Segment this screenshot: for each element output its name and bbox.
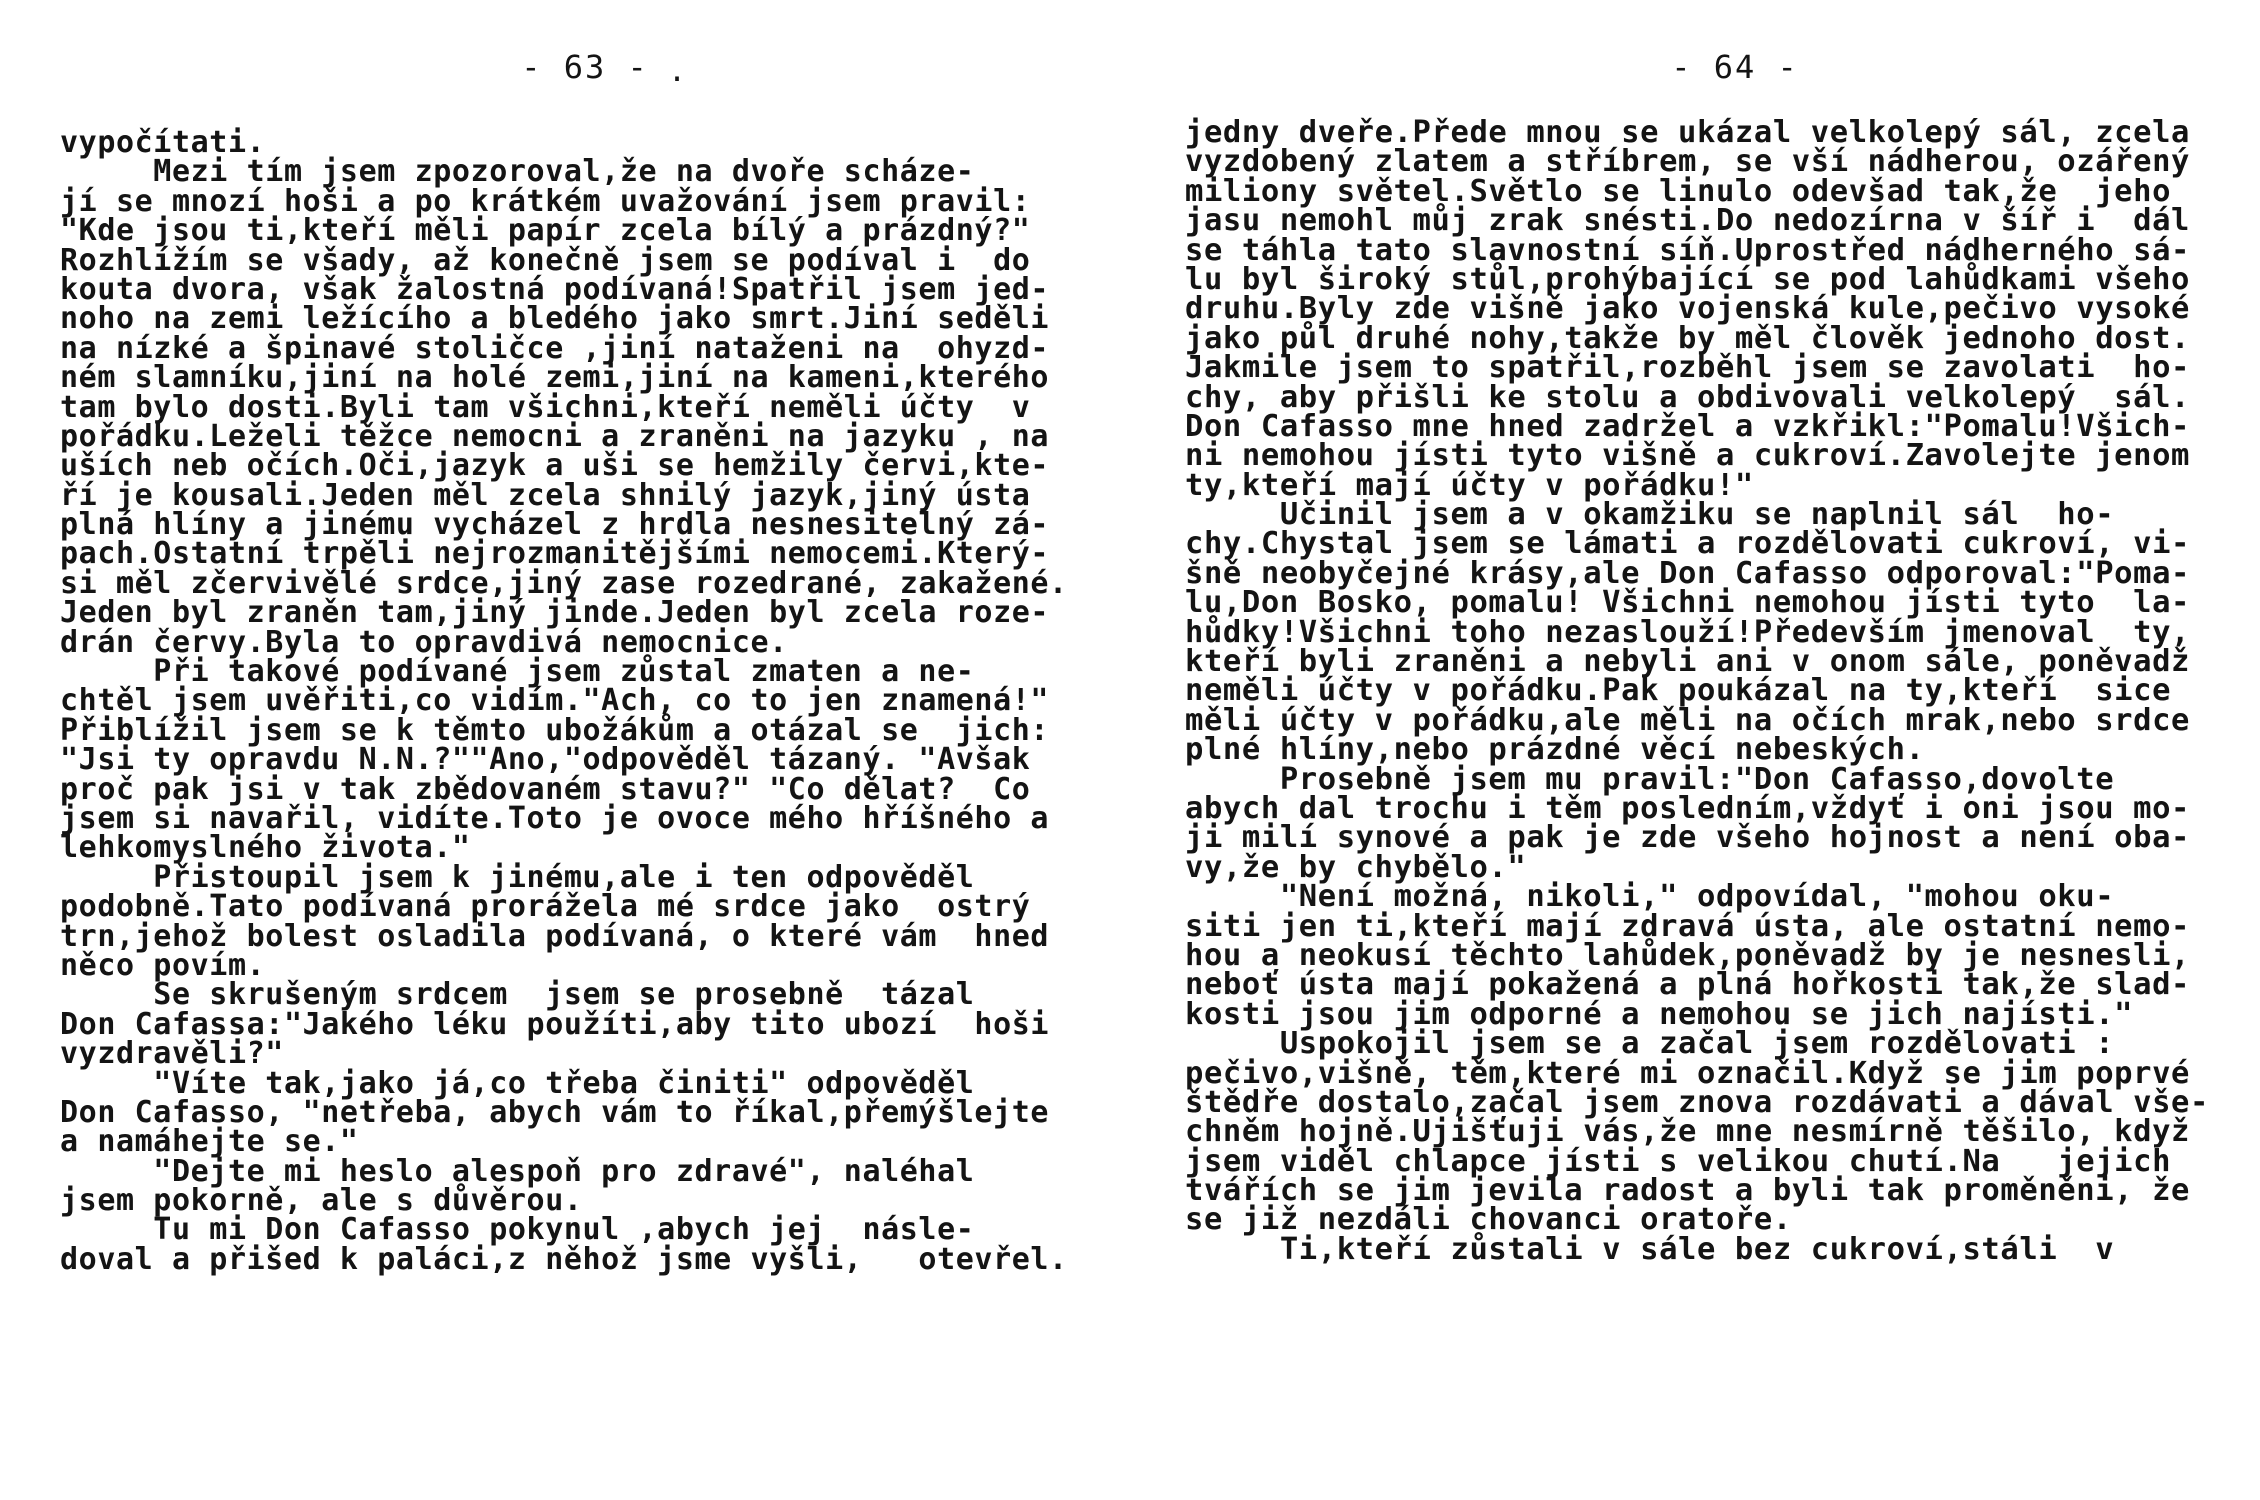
text-line: vypočítati.	[60, 125, 266, 160]
text-line: Prosebně jsem mu pravil:"Don Cafasso,dovolte	[1185, 761, 2115, 797]
text-line: doval a přišed k paláci,z něhož jsme vyšli, otevřel.	[60, 1241, 1068, 1277]
text-line: Při takové podívané jsem zůstal zmaten a ne-	[60, 654, 975, 690]
text-line: "Kde jsou ti,kteří měli papír zcela bílý a prázdný?"	[60, 213, 1031, 249]
text-line: neměli účty v pořádku.Pak poukázal na ty,kteří sice	[1185, 673, 2172, 709]
text-line: "Jsi ty opravdu N.N.?""Ano,"odpověděl tázaný. "Avšak	[60, 742, 1031, 778]
text-line: vyzdravěli?"	[60, 1036, 284, 1072]
text-line: lehkomyslného života."	[60, 830, 471, 866]
text-line: měli účty v pořádku,ale měli na očích mrak,nebo srdce	[1185, 702, 2191, 738]
text-line: druhu.Byly zde višně jako vojenská kule,pečivo vysoké	[1185, 291, 2191, 327]
text-line: na nízké a špinavé stoličce ,jiní nataženi na ohyzd-	[60, 330, 1050, 366]
text-line: ném slamníku,jiní na holé zemi,jiní na kameni,kterého	[60, 360, 1050, 396]
left-page	[60, 0, 1070, 1500]
text-line: chy.Chystal jsem se lámati a rozdělovati cukroví, vi-	[1185, 526, 2191, 562]
text-line: chtěl jsem uvěřiti,co vidím."Ach, co to jen znamená!"	[60, 683, 1050, 719]
text-line: chněm hojně.Ujišťuji vás,že mne nesmírně těšilo, když	[1185, 1114, 2191, 1150]
stray-mark: .	[668, 54, 687, 89]
text-line: se táhla tato slavnostní síň.Uprostřed nádherného sá-	[1185, 232, 2191, 268]
text-line: "Není možná, nikoli," odpovídal, "mohou oku-	[1185, 879, 2115, 915]
text-line: si měl zčervivělé srdce,jiný zase rozedrané, zakažené.	[60, 565, 1068, 601]
text-line: Se skrušeným srdcem jsem se prosebně tázal	[60, 977, 975, 1013]
text-line: podobně.Tato podívaná prorážela mé srdce jako ostrý	[60, 889, 1031, 925]
text-line: ty,kteří mají účty v pořádku!"	[1185, 467, 1754, 503]
text-line: chy, aby přišli ke stolu a obdivovali velkolepý sál.	[1185, 379, 2191, 415]
text-line: jsem pokorně, ale s důvěrou.	[60, 1183, 583, 1219]
text-line: Don Cafasso mne hned zadržel a vzkřikl:"Pomalu!Všich-	[1185, 408, 2191, 444]
text-line: jedny dveře.Přede mnou se ukázal velkolepý sál, zcela	[1185, 115, 2191, 150]
text-line: "Víte tak,jako já,co třeba činiti" odpověděl	[60, 1065, 975, 1101]
text-line: pečivo,višně, těm,které mi označil.Když se jim poprvé	[1185, 1055, 2191, 1091]
text-line: hou a neokusí těchto lahůdek,poněvadž by je nesnesli,	[1185, 937, 2191, 973]
text-line: abych dal trochu i těm posledním,vždyť i oni jsou mo-	[1185, 790, 2191, 826]
text-line: neboť ústa mají pokažená a plná hořkosti tak,že slad-	[1185, 967, 2191, 1003]
text-line: se již nezdáli chovanci oratoře.	[1185, 1202, 1792, 1238]
text-line: hůdky!Všichni toho nezaslouží!Především jmenoval ty,	[1185, 614, 2191, 650]
page-text	[60, 125, 1068, 1277]
text-line: vy,že by chybělo."	[1185, 849, 1527, 885]
page-text	[1185, 115, 2209, 1267]
text-line: uších neb očích.Oči,jazyk a uši se hemžily červi,kte-	[60, 448, 1050, 484]
text-line: vyzdobený zlatem a stříbrem, se vší nádherou, ozářený	[1185, 144, 2191, 180]
text-line: Tu mi Don Cafasso pokynul ,abych jej násle-	[60, 1212, 975, 1248]
text-line: Uspokojil jsem se a začal jsem rozdělovati :	[1185, 1026, 2115, 1062]
text-line: drán červy.Byla to opravdivá nemocnice.	[60, 624, 788, 660]
text-line: kouta dvora, však žalostná podívaná!Spatřil jsem jed-	[60, 271, 1050, 307]
text-line: jsem viděl chlapce jísti s velikou chutí.Na jejich	[1185, 1143, 2172, 1179]
text-line: Přiblížil jsem se k těmto ubožákům a otázal se jich:	[60, 712, 1050, 748]
text-line: jasu nemohl můj zrak snésti.Do nedozírna v šíř i dál	[1185, 203, 2191, 239]
text-line: Rozhlížím se všady, až konečně jsem se podíval i do	[60, 242, 1031, 278]
text-line: Učinil jsem a v okamžiku se naplnil sál ho-	[1185, 497, 2115, 533]
text-line: miliony světel.Světlo se linulo odevšad tak,že jeho	[1185, 173, 2172, 209]
text-line: Don Cafasso, "netřeba, abych vám to říkal,přemýšlejte	[60, 1094, 1050, 1130]
text-line: lu byl široký stůl,prohýbající se pod lahůdkami všeho	[1185, 261, 2191, 297]
text-line: jsem si navařil, vidíte.Toto je ovoce mého hříšného a	[60, 800, 1050, 836]
text-line: "Dejte mi heslo alespoň pro zdravé", naléhal	[60, 1153, 975, 1189]
text-line: kteří byli zraněni a nebyli ani v onom sále, poněvadž	[1185, 644, 2191, 680]
text-line: tam bylo dosti.Byli tam všichni,kteří neměli účty v	[60, 389, 1031, 425]
right-page	[1185, 0, 2209, 1500]
text-line: trn,jehož bolest osladila podívaná, o které vám hned	[60, 918, 1050, 954]
text-line: Přistoupil jsem k jinému,ale i ten odpověděl	[60, 859, 975, 895]
page-number: - 64 -	[1671, 48, 1799, 86]
text-line: Mezi tím jsem zpozoroval,že na dvoře scháze-	[60, 154, 975, 190]
text-line: jako půl druhé nohy,takže by měl člověk jednoho dost.	[1185, 320, 2191, 356]
text-line: šně neobyčejné krásy,ale Don Cafasso odporoval:"Poma-	[1185, 555, 2191, 591]
text-line: Jakmile jsem to spatřil,rozběhl jsem se zavolati ho-	[1185, 350, 2191, 386]
text-line: něco povím.	[60, 947, 266, 983]
text-line: plné hlíny,nebo prázdné věcí nebeských.	[1185, 732, 1925, 768]
text-line: ni nemohou jísti tyto višně a cukroví.Zavolejte jenom	[1185, 438, 2191, 474]
text-line: plná hlíny a jinému vycházel z hrdla nesnesitelný zá-	[60, 507, 1050, 543]
text-line: pořádku.Leželi těžce nemocni a zraněni na jazyku , na	[60, 418, 1050, 454]
text-line: Jeden byl zraněn tam,jiný jinde.Jeden byl zcela roze-	[60, 595, 1050, 631]
text-line: štědře dostalo,začal jsem znova rozdávati a dával vše-	[1185, 1084, 2209, 1120]
text-line: pach.Ostatní trpěli nejrozmanitějšími nemocemi.Který-	[60, 536, 1050, 572]
text-line: tvářích se jim jevila radost a byli tak proměněni, že	[1185, 1173, 2191, 1209]
text-line: Ti,kteří zůstali v sále bez cukroví,stáli v	[1185, 1231, 2115, 1267]
text-line: proč pak jsi v tak zbědovaném stavu?" "Co dělat? Co	[60, 771, 1031, 807]
text-line: noho na zemi ležícího a bledého jako smrt.Jiní seděli	[60, 301, 1050, 337]
text-line: Don Cafassa:"Jakého léku použíti,aby tito ubozí hoši	[60, 1006, 1050, 1042]
text-line: jí se mnozí hoši a po krátkém uvažování jsem pravil:	[60, 183, 1031, 219]
text-line: lu,Don Bosko, pomalu! Všichni nemohou jísti tyto la-	[1185, 585, 2191, 621]
text-line: kosti jsou jim odporné a nemohou se jich najísti."	[1185, 996, 2134, 1032]
text-line: ří je kousali.Jeden měl zcela shnilý jazyk,jiný ústa	[60, 477, 1031, 513]
text-line: ji milí synové a pak je zde všeho hojnost a není oba-	[1185, 820, 2191, 856]
page-number: - 63 -	[521, 48, 649, 86]
text-line: a namáhejte se."	[60, 1124, 359, 1160]
text-line: siti jen ti,kteří mají zdravá ústa, ale ostatní nemo-	[1185, 908, 2191, 944]
